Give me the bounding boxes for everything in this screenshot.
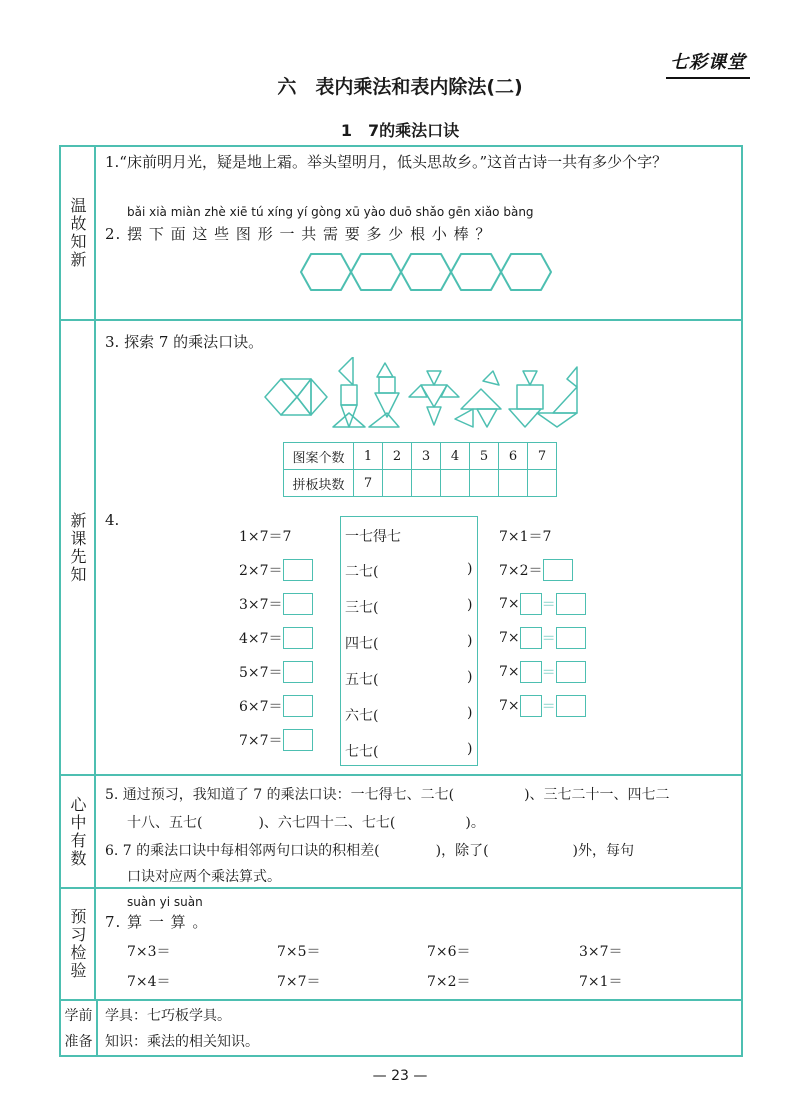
prep-tools: 学具：七巧板学具。 (105, 1008, 231, 1024)
table-cell: 7 (528, 443, 557, 470)
answer-box[interactable] (283, 661, 313, 683)
table-row (284, 443, 557, 470)
answer-cell[interactable] (499, 470, 528, 497)
rhyme-line[interactable]: 七七( ) (345, 741, 473, 760)
tangram-count-table (283, 442, 557, 497)
tangram-figures (261, 357, 581, 435)
equation: 7× ＝ (499, 695, 586, 717)
answer-box[interactable] (283, 627, 313, 649)
rhyme-line[interactable]: 五七( ) (345, 669, 473, 688)
answer-box[interactable] (520, 627, 542, 649)
section-key-points (61, 776, 741, 889)
question-7: 7. 算 一 算 。 (105, 913, 209, 931)
lesson-title: 1 7的乘法口诀 (340, 121, 460, 140)
section-label: 温故知新 (61, 147, 96, 319)
section-preparation (61, 1001, 741, 1055)
chapter-title: 六 表内乘法和表内除法(二) (277, 76, 523, 98)
exercise: 3×7＝ (579, 944, 623, 960)
rhyme-line[interactable]: 六七( ) (345, 705, 473, 724)
question-5-line-2: 十八、五七( )、六七四十二、七七( )。 (127, 815, 485, 831)
equation: 3×7＝ (239, 593, 313, 615)
exercise: 7×3＝ (127, 944, 171, 960)
equation: 2×7＝ (239, 559, 313, 581)
question-1: 1.“床前明月光，疑是地上霜。举头望明月，低头思故乡。”这首古诗一共有多少个字？ (105, 153, 668, 171)
table-cell: 6 (499, 443, 528, 470)
answer-cell[interactable] (383, 470, 412, 497)
question-3: 3. 探索 7 的乘法口诀。 (105, 333, 264, 351)
equation: 4×7＝ (239, 627, 313, 649)
exercise: 7×5＝ (277, 944, 321, 960)
table-cell: 2 (383, 443, 412, 470)
answer-cell[interactable] (441, 470, 470, 497)
worksheet-frame (59, 145, 743, 1057)
section-review (61, 147, 741, 321)
rhyme-line[interactable]: 二七( ) (345, 561, 473, 580)
answer-box[interactable] (283, 559, 313, 581)
table-cell: 3 (412, 443, 441, 470)
answer-cell[interactable] (412, 470, 441, 497)
table-header-cell: 拼板块数 (284, 470, 354, 497)
table-row (284, 470, 557, 497)
exercise: 7×4＝ (127, 974, 171, 990)
answer-box[interactable] (556, 695, 586, 717)
exercise: 7×2＝ (427, 974, 471, 990)
prep-knowledge: 知识：乘法的相关知识。 (105, 1034, 259, 1050)
question-6-line-2: 口诀对应两个乘法算式。 (127, 869, 281, 885)
answer-box[interactable] (556, 593, 586, 615)
rhyme-line[interactable]: 三七( ) (345, 597, 473, 616)
answer-box[interactable] (556, 661, 586, 683)
equation: 7× ＝ (499, 661, 586, 683)
answer-box[interactable] (556, 627, 586, 649)
answer-box[interactable] (520, 593, 542, 615)
answer-box[interactable] (283, 695, 313, 717)
prep-label-2: 准备 (64, 1034, 93, 1050)
table-header-cell: 图案个数 (284, 443, 354, 470)
section-preview-check (61, 889, 741, 1001)
equation: 7×7＝ (239, 729, 313, 751)
section-new-lesson (61, 321, 741, 776)
answer-box[interactable] (543, 559, 573, 581)
equation: 1×7＝7 (239, 529, 292, 545)
answer-box[interactable] (283, 593, 313, 615)
equation: 6×7＝ (239, 695, 313, 717)
rhyme-line: 一七得七 (345, 529, 401, 545)
answer-cell[interactable] (528, 470, 557, 497)
question-4-label: 4. (105, 511, 120, 529)
page-number: — 23 — (372, 1068, 428, 1084)
equation: 7×1＝7 (499, 529, 552, 545)
table-cell: 5 (470, 443, 499, 470)
section-label: 预习检验 (61, 889, 96, 999)
question-5-line-1: 5. 通过预习，我知道了 7 的乘法口诀：一七得七、二七( )、三七二十一、四七二 (105, 787, 670, 803)
equation: 7×2＝ (499, 559, 573, 581)
divider (96, 1001, 98, 1055)
question-2-pinyin: bǎi xià miàn zhè xiē tú xíng yí gòng xū yào duō shǎo gēn xiǎo bàng (127, 205, 534, 219)
section-label: 新课先知 (61, 321, 96, 774)
section-label: 心中有数 (61, 776, 96, 887)
brand-logo: 七彩课堂 (670, 48, 746, 74)
question-6-line-1: 6. 7 的乘法口诀中每相邻两句口诀的积相差( )，除了( )外，每句 (105, 843, 635, 859)
exercise: 7×7＝ (277, 974, 321, 990)
hexagon-sticks-figure (299, 251, 559, 293)
question-7-pinyin: suàn yi suàn (127, 895, 203, 909)
table-cell: 4 (441, 443, 470, 470)
answer-cell[interactable] (470, 470, 499, 497)
question-2: 2. 摆 下 面 这 些 图 形 一 共 需 要 多 少 根 小 棒 ？ (105, 225, 492, 243)
answer-box[interactable] (520, 695, 542, 717)
table-cell: 1 (354, 443, 383, 470)
rhyme-line[interactable]: 四七( ) (345, 633, 473, 652)
answer-box[interactable] (520, 661, 542, 683)
answer-box[interactable] (283, 729, 313, 751)
exercise: 7×1＝ (579, 974, 623, 990)
equation: 7× ＝ (499, 627, 586, 649)
exercise: 7×6＝ (427, 944, 471, 960)
prep-label-1: 学前 (64, 1008, 93, 1024)
equation: 7× ＝ (499, 593, 586, 615)
table-cell: 7 (354, 470, 383, 497)
equation: 5×7＝ (239, 661, 313, 683)
